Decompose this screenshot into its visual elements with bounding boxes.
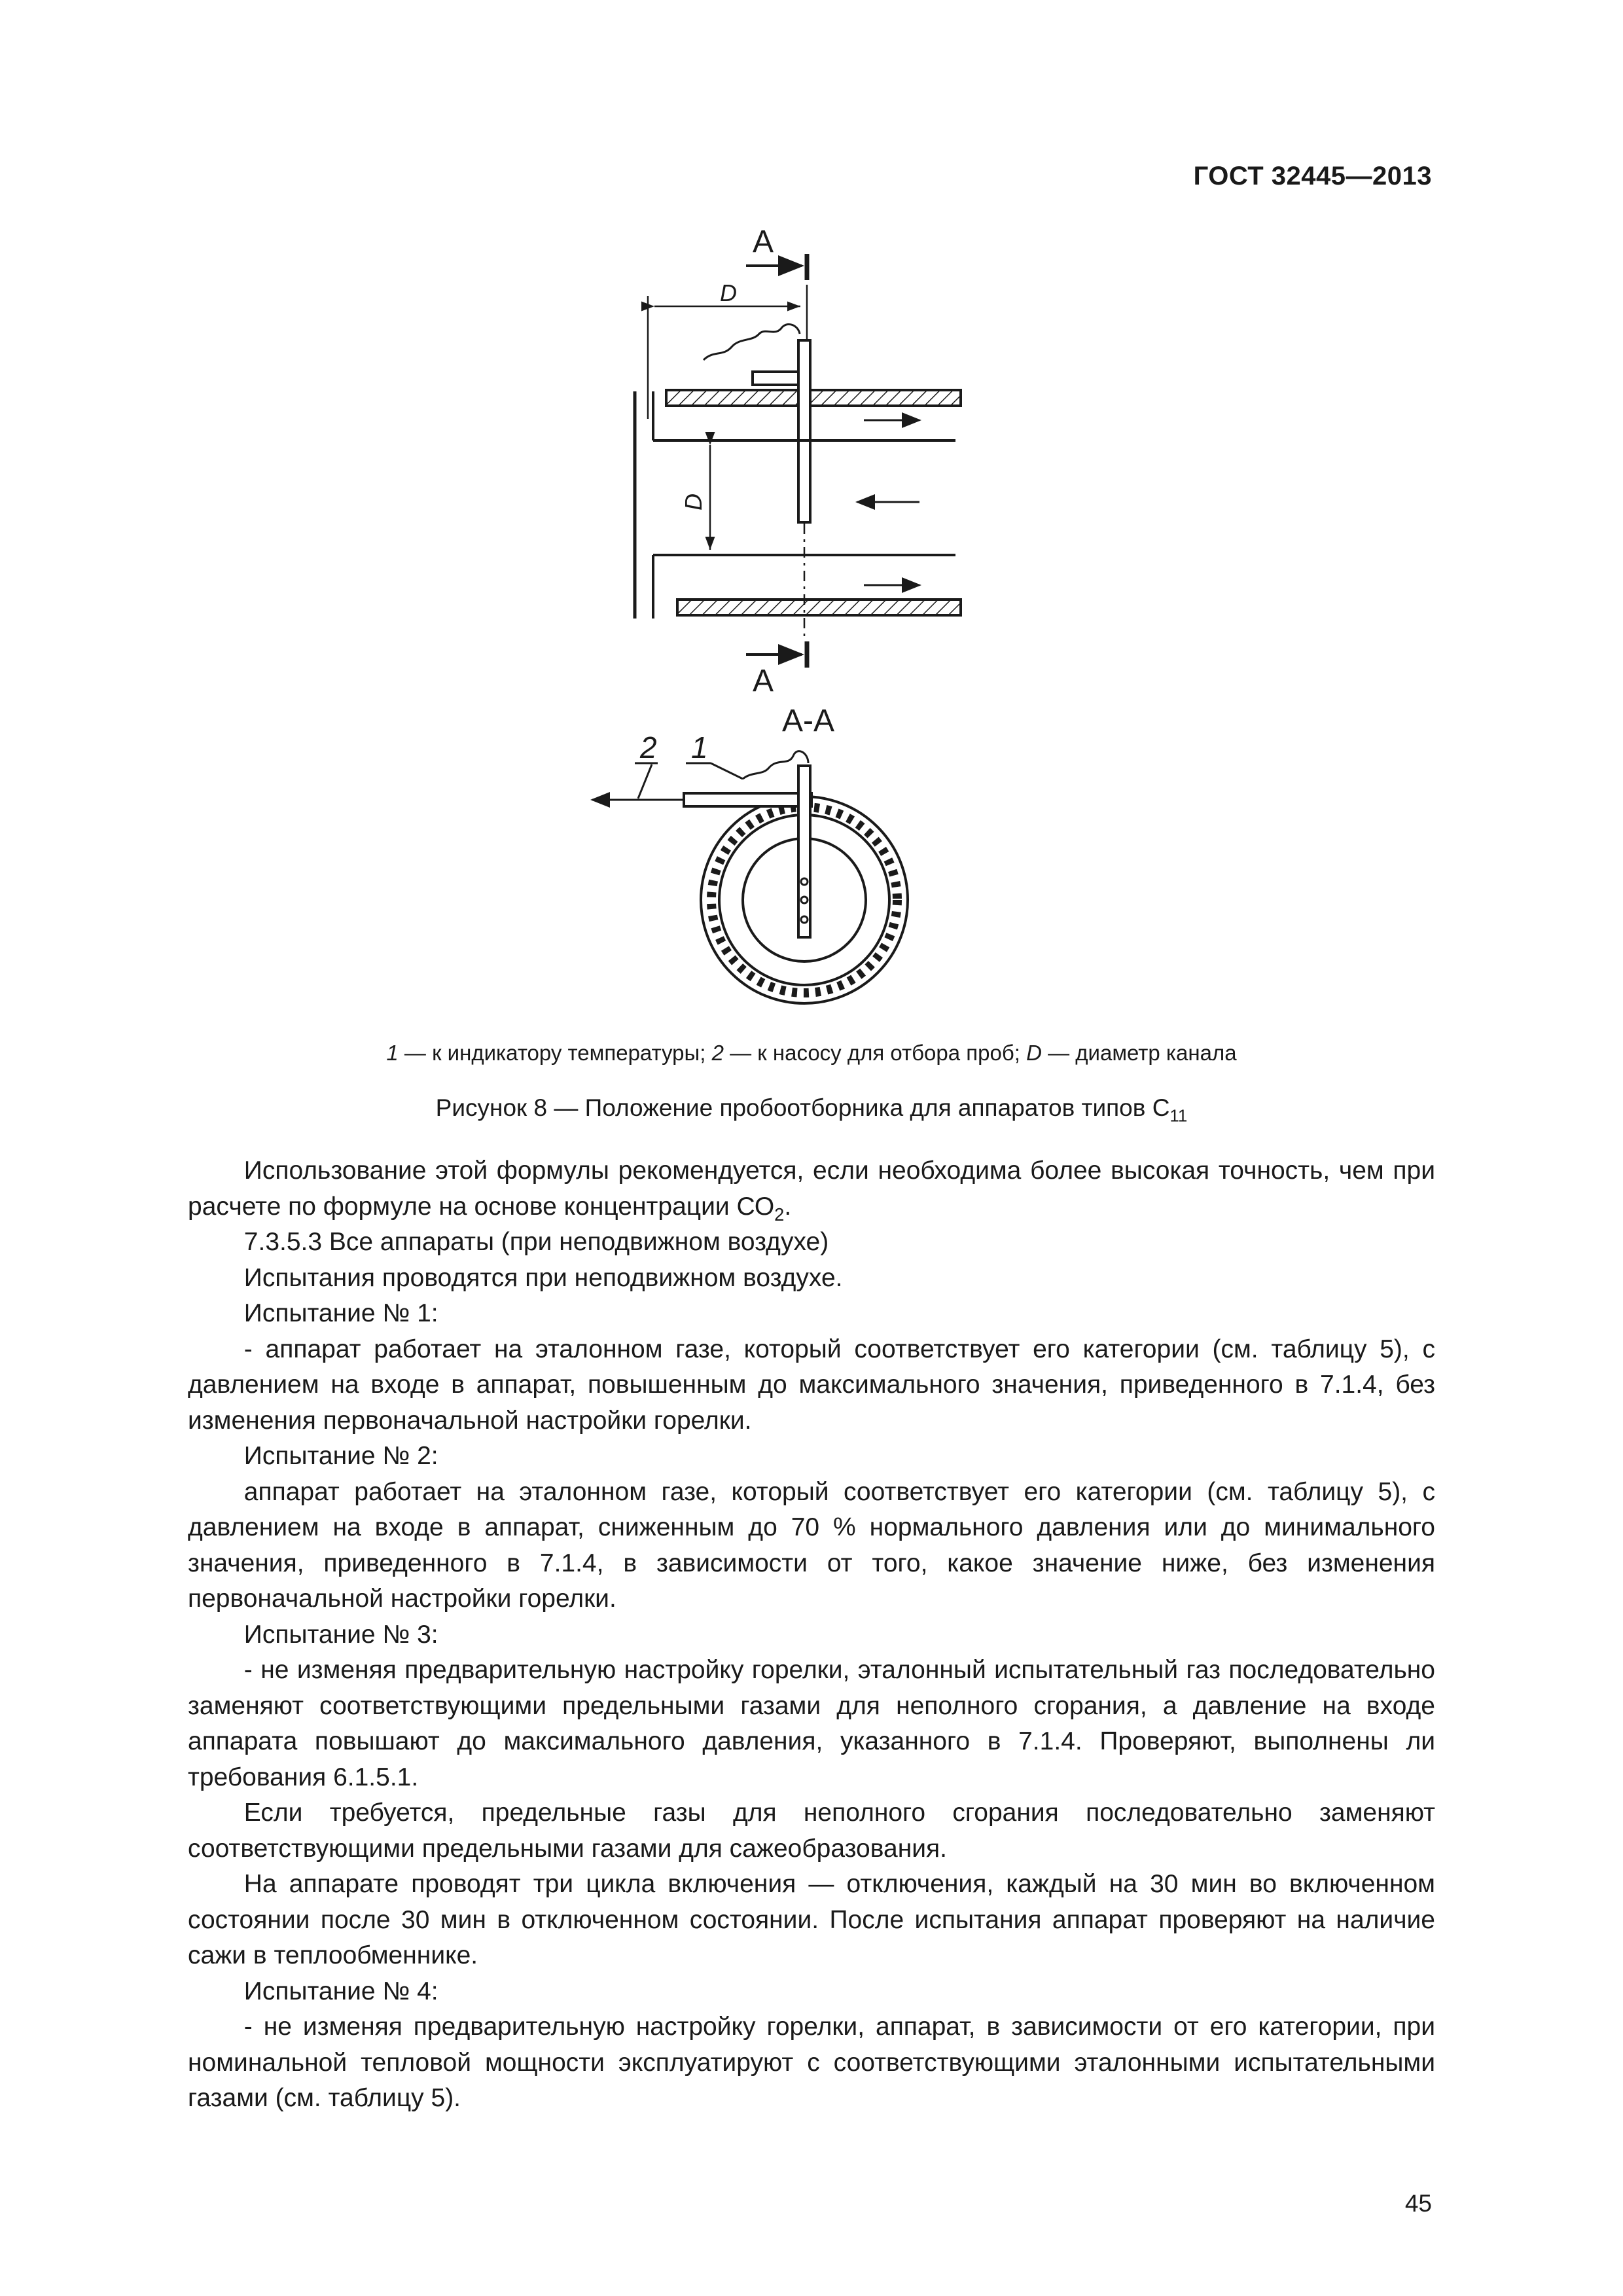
- paragraph-1-subscript: 2: [774, 1204, 785, 1225]
- body-text: [188, 1153, 1435, 2117]
- test-3-heading: Испытание № 3:: [243, 1620, 438, 1649]
- legend-text-1: — к индикатору температуры;: [398, 1041, 712, 1065]
- test-4-heading: Испытание № 4:: [243, 1977, 438, 2005]
- section-label-bottom: А: [753, 664, 774, 698]
- callout-2: 2: [640, 730, 657, 764]
- probe-horizontal-tube-section: [684, 793, 812, 806]
- test-2-heading: Испытание № 2:: [243, 1442, 438, 1470]
- figure-8-diagram: [563, 223, 1099, 1028]
- paragraph-3: Испытания проводятся при неподвижном воздухе.: [243, 1263, 843, 1292]
- probe-vertical: [798, 340, 810, 522]
- figure-caption: [0, 1094, 1623, 1126]
- page-number: 45: [1404, 2190, 1432, 2217]
- caption-subscript: 11: [1169, 1107, 1188, 1126]
- document-header: ГОСТ 32445—2013: [1193, 162, 1432, 190]
- test-3-text: - не изменяя предварительную настройку горелки, эталонный испытательный газ последовательно заменяют соответствующими предельными газами для неполного сгорания, а давление на входе аппарата повышают до максимального давления, указанного в 7.1.4. Проверяют, выполнены ли требования 6.1.5.1.: [188, 1656, 1435, 1791]
- paragraph-11: На аппарате проводят три цикла включения — отключения, каждый на 30 мин во включенном состоянии после 30 мин в отключенном состоянии. После испытания аппарат проверяют на наличие сажи в теплообменнике.: [188, 1870, 1435, 1969]
- paragraph-1-end: .: [784, 1192, 792, 1221]
- test-1-text: - аппарат работает на эталонном газе, который соответствует его категории (см. таблицу 5), с давлением на входе в аппарат, повышенным до максимального значения, приведенного в 7.1.4, без изменения первоначальной настройки горелки.: [188, 1335, 1435, 1435]
- callout-1: 1: [691, 730, 708, 764]
- callout-2-leader: [638, 764, 652, 798]
- dimension-label-top: D: [720, 279, 737, 306]
- test-2-text: аппарат работает на эталонном газе, который соответствует его категории (см. таблицу 5), с давлением на входе в аппарат, сниженным до 70 % нормального давления или до минимального значения, приведенного в 7.1.4, в зависимости от того, какое значение ниже, без изменения первоначальной настройки горелки.: [188, 1477, 1435, 1613]
- paragraph-10: Если требуется, предельные газы для неполного сгорания последовательно заменяют соответствующими предельными газами для сажеобразования.: [188, 1799, 1435, 1863]
- thermocouple-wire-top: [704, 324, 800, 360]
- legend-text-2: — к насосу для отбора проб;: [723, 1041, 1027, 1065]
- caption-text: Рисунок 8 — Положение пробоотборника для аппаратов типов С: [435, 1094, 1170, 1121]
- paragraph-1: [188, 1153, 1435, 1225]
- legend-key-2: 2: [711, 1041, 724, 1065]
- test-1-heading: Испытание № 1:: [243, 1299, 438, 1327]
- section-heading: 7.3.5.3 Все аппараты (при неподвижном воздухе): [243, 1228, 829, 1256]
- legend-key-1: 1: [386, 1041, 399, 1065]
- legend-key-3: D: [1026, 1041, 1042, 1065]
- callout-1-leader: [711, 763, 743, 779]
- figure-legend: [0, 1041, 1623, 1066]
- paragraph-1-text: Использование этой формулы рекомендуется, если необходима более высокая точность, чем при расчете по формуле на основе концентрации СО: [188, 1157, 1435, 1221]
- probe-vertical-section: [798, 766, 810, 937]
- section-label-top: А: [753, 224, 774, 259]
- dimension-label-vertical: D: [680, 493, 707, 511]
- legend-text-3: — диаметр канала: [1041, 1041, 1237, 1065]
- test-4-text: - не изменяя предварительную настройку горелки, аппарат, в зависимости от его категории, при номинальной тепловой мощности эксплуатируют с соответствующими эталонными испытательными газами (см. таблицу 5).: [188, 2013, 1435, 2112]
- figure-svg: [563, 223, 1099, 1028]
- outer-duct-wall-bottom: [677, 600, 961, 615]
- outer-duct-wall-top: [666, 390, 961, 406]
- section-view-title: А-А: [782, 704, 835, 738]
